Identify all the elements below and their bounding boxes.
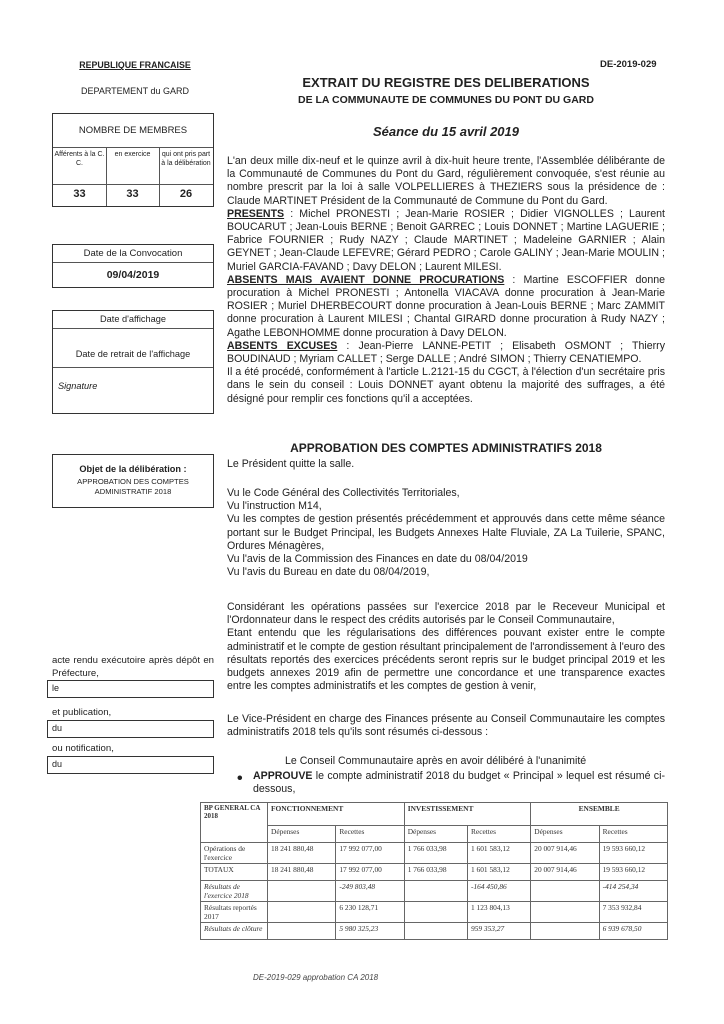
absents-excuses-label: ABSENTS EXCUSES: [227, 339, 338, 352]
row-label: Résultats reportés 2017: [201, 902, 268, 923]
considerant-paragraph: Considérant les opérations passées sur l'exercice 2018 par le Receveur Municipal et l'Ordonnateur dans le respect des crédits autorisés par le Conseil Communautaire,: [227, 601, 665, 627]
seance-date: Séance du 15 avril 2019: [373, 124, 519, 139]
sub-header: Dépenses: [268, 826, 336, 843]
departement-label: DEPARTEMENT du GARD: [80, 86, 190, 96]
table-row: [201, 881, 668, 902]
absents-procuration-label: ABSENTS MAIS AVAIENT DONNE PROCURATIONS: [227, 273, 505, 286]
table-cell: -414 254,34: [599, 881, 667, 902]
president-quitte: Le Président quitte la salle.: [227, 458, 355, 470]
table-cell: 19 593 660,12: [599, 843, 667, 864]
objet-line1: APPROBATION DES COMPTES: [77, 477, 189, 486]
table-cell: 20 007 914,46: [531, 843, 599, 864]
publication-label: et publication,: [52, 707, 112, 718]
table-cell: 6 939 678,50: [599, 923, 667, 940]
membres-box: [52, 113, 214, 207]
objet-line2: ADMINISTRATIF 2018: [94, 487, 172, 496]
table-corner: BP GENERAL CA 2018: [201, 803, 268, 843]
row-label: Résultats de clôture: [201, 923, 268, 940]
vu-item: Vu les comptes de gestion présentés précédemment et approuvés dans cette même séance portant sur le Budget Principal, les Budgets Annexes Halte Fluviale, ZA La Tuilerie, SPANC, Ordures Ménagères,: [227, 513, 665, 552]
table-cell: 7 353 932,84: [599, 902, 667, 923]
vu-list: [227, 487, 665, 579]
approuve-label: APPROUVE: [253, 770, 313, 782]
approuve-item: [253, 770, 665, 796]
table-cell: 5 980 325,23: [336, 923, 404, 940]
row-label: TOTAUX: [201, 864, 268, 881]
publication-field[interactable]: du: [47, 720, 214, 738]
table-cell: [268, 902, 336, 923]
group-header: ENSEMBLE: [531, 803, 668, 826]
row-label: Opérations de l'exercice: [201, 843, 268, 864]
table-cell: 17 992 077,00: [336, 843, 404, 864]
absents-excuses-text: : Jean-Pierre LANNE-PETIT ; Elisabeth OSMONT ; Thierry BOUDINAUD ; Myriam CALLET ; Serge DALLE ; André SIMON ; Thierry CENATIEMPO.: [227, 339, 665, 366]
membres-value: 33: [73, 188, 86, 200]
table-cell: [404, 923, 467, 940]
vice-president-paragraph: Le Vice-Président en charge des Finances présente au Conseil Communautaire les comptes administratifs 2018 tels qu'ils sont résumés ci-dessous :: [227, 713, 665, 739]
table-cell: 18 241 880,48: [268, 864, 336, 881]
table-cell: [531, 902, 599, 923]
secretaire-paragraph: Il a été procédé, conformément à l'article L.2121-15 du CGCT, à l'élection d'un secrétaire pris dans le sein du conseil : Louis DONNET ayant obtenu la majorité des suffrages, a été désigné pour remplir ces fonctions qu'il a acceptées.: [227, 366, 665, 405]
intro-paragraph: L'an deux mille dix-neuf et le quinze avril à dix-huit heure trente, l'Assemblée délibérante de la Communauté de Communes du Pont du Gard, régulièrement convoquée, s'est réunie au nombre prescrit par la loi à salle VOLPELLIERES à THEZIERS sous la présidence de : Claude MARTINET Président de la Communauté de Commune du Pont du Gard.: [227, 155, 665, 207]
notification-field[interactable]: du: [47, 756, 214, 774]
objet-label: Objet de la délibération :: [79, 464, 187, 474]
table-header-row: [201, 803, 668, 826]
approuve-text: le compte administratif 2018 du budget « Principal » lequel est résumé ci-dessous,: [253, 770, 665, 796]
body-block: [227, 155, 665, 406]
vice-president-block: [227, 713, 665, 739]
table-cell: 1 601 583,12: [467, 864, 530, 881]
row-label: Résultats de l'exercice 2018: [201, 881, 268, 902]
table-subheader-row: [201, 826, 668, 843]
presents-text: : Michel PRONESTI ; Jean-Marie ROSIER ; Didier VIGNOLLES ; Laurent BOUCARUT ; Jean-Louis BERNE ; Benoit GARREC ; Louis DONNET ; Martine LAGUERIE ; Fabrice FOURNIER ; Rudy NAZY ; Claude MARTINET ; Madeleine GARNIER ; Alain GEYNET ; Jean-Claude LEFEVRE; Gérard PEDRO ; Carole GALINY ; Jean-Marie MOULIN ; Muriel GARCIA-FAVAND ; Davy DELON ; Laurent MILESI.: [227, 207, 665, 273]
retrait-label: Date de retrait de l'affichage: [75, 349, 191, 359]
vu-item: Vu l'avis de la Commission des Finances en date du 08/04/2019: [227, 553, 528, 566]
table-cell: 20 007 914,46: [531, 864, 599, 881]
table-cell: 1 766 033,98: [404, 843, 467, 864]
notification-label: ou notification,: [52, 743, 114, 754]
sub-header: Recettes: [599, 826, 667, 843]
table-row: [201, 843, 668, 864]
footer-reference: DE-2019-029 approbation CA 2018: [253, 973, 379, 982]
group-header: FONCTIONNEMENT: [268, 803, 405, 826]
table-cell: [268, 923, 336, 940]
table-cell: [531, 923, 599, 940]
affichage-label: Date d'affichage: [100, 314, 166, 324]
affichage-box: [52, 310, 214, 414]
sub-header: Dépenses: [531, 826, 599, 843]
table-cell: [268, 881, 336, 902]
convocation-box: [52, 244, 214, 288]
membres-col-label: qui ont pris part à la délibération: [161, 151, 211, 167]
objet-box: [52, 454, 214, 508]
convocation-label: Date de la Convocation: [83, 248, 183, 259]
vu-item: Vu l'avis du Bureau en date du 08/04/2019,: [227, 566, 430, 579]
table-cell: [404, 902, 467, 923]
table-row: [201, 864, 668, 881]
depot-field[interactable]: le: [47, 680, 214, 698]
sub-header: Recettes: [467, 826, 530, 843]
table-cell: 19 593 660,12: [599, 864, 667, 881]
table-cell: 17 992 077,00: [336, 864, 404, 881]
table-cell: 18 241 880,48: [268, 843, 336, 864]
group-header: INVESTISSEMENT: [404, 803, 531, 826]
republique-label: REPUBLIQUE FRANCAISE: [79, 60, 191, 70]
registre-title: EXTRAIT DU REGISTRE DES DELIBERATIONS: [302, 75, 590, 90]
sub-header: Dépenses: [404, 826, 467, 843]
budget-table: [200, 802, 668, 940]
vu-item: Vu l'instruction M14,: [227, 500, 322, 513]
convocation-date: 09/04/2019: [106, 269, 160, 281]
vu-item: Vu le Code Général des Collectivités Territoriales,: [227, 487, 460, 499]
considerant-block: [227, 601, 665, 693]
table-cell: 1 123 804,13: [467, 902, 530, 923]
signature-label: Signature: [58, 381, 98, 391]
table-row: [201, 923, 668, 940]
document-reference: DE-2019-029: [600, 59, 657, 70]
table-cell: 1 601 583,12: [467, 843, 530, 864]
absents-procuration-text: : Martine ESCOFFIER donne procuration à Michel PRONESTI ; Antonella VIACAVA donne procuration à Jean-Marie ROSIER ; Muriel DHERBECOURT donne procuration à Jean-Louis BERNE ; Marc ZAMMIT donne procuration à Laurent MILESI ; Chantal GIRARD donne procuration à Rudy NAZY ; Agathe LEBONHOMME donne procuration à Davy DELON.: [227, 273, 665, 339]
membres-col-label: en exercice: [114, 151, 151, 158]
membres-value: 33: [126, 188, 139, 200]
conseil-decision: Le Conseil Communautaire après en avoir délibéré à l'unanimité: [285, 755, 587, 767]
table-cell: 6 230 128,71: [336, 902, 404, 923]
membres-value: 26: [179, 188, 193, 200]
table-row: [201, 902, 668, 923]
table-cell: 959 353,27: [467, 923, 530, 940]
membres-col-label: Afférents à la C. C.: [54, 151, 105, 167]
table-cell: 1 766 033,98: [404, 864, 467, 881]
table-cell: [404, 881, 467, 902]
section-title: APPROBATION DES COMPTES ADMINISTRATIFS 2018: [290, 441, 602, 455]
acte-text: acte rendu exécutoire après dépôt en Préfecture,: [52, 655, 214, 679]
table-cell: [531, 881, 599, 902]
presents-label: PRESENTS: [227, 207, 285, 220]
membres-title: NOMBRE DE MEMBRES: [78, 125, 188, 136]
table-cell: -249 803,48: [336, 881, 404, 902]
sub-header: Recettes: [336, 826, 404, 843]
communaute-title: DE LA COMMUNAUTE DE COMMUNES DU PONT DU GARD: [298, 94, 594, 106]
etant-paragraph: Etant entendu que les régularisations des différences pouvant exister entre le compte administratif et le compte de gestion résultant principalement de l'arrondissement à l'euro des résultats reportés des exercices précédents seront repris sur le budget principal 2019 et les budgets annexes 2019 afin de permettre une concordance et une transparence exactes entre les comptes administratifs et les comptes de gestion à venir,: [227, 627, 665, 693]
table-cell: -164 450,86: [467, 881, 530, 902]
